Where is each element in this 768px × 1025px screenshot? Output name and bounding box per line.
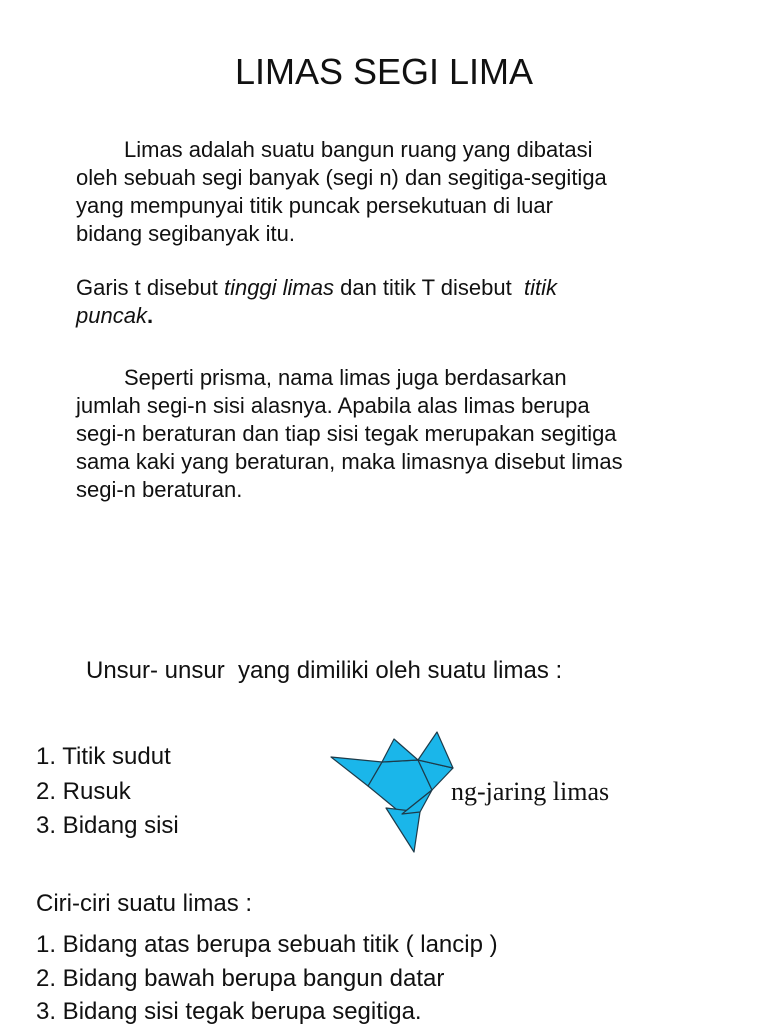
paragraph-line: segi-n beraturan.: [76, 477, 243, 502]
pyramid-net-image: [326, 726, 460, 858]
list-item: 3. Bidang sisi tegak berupa segitiga.: [36, 998, 422, 1025]
list-item: 1. Titik sudut: [36, 743, 171, 770]
paragraph-line: [76, 303, 153, 329]
bold-period: .: [146, 303, 154, 328]
figure-caption: ng-jaring limas: [451, 777, 610, 806]
paragraph-line: bidang segibanyak itu.: [76, 221, 295, 246]
text-span: dan titik T disebut: [334, 275, 524, 300]
paragraph-line: jumlah segi-n sisi alasnya. Apabila alas limas berupa: [76, 393, 590, 418]
term-puncak: puncak: [76, 303, 147, 328]
net-face-top: [382, 739, 418, 762]
term-titik: titik: [523, 275, 557, 300]
paragraph-line: Seperti prisma, nama limas juga berdasarkan: [124, 365, 567, 390]
paragraph-line: Limas adalah suatu bangun ruang yang dibatasi: [124, 137, 593, 162]
list-item: 3. Bidang sisi: [36, 812, 179, 839]
paragraph-line: [76, 275, 557, 301]
list-item: 2. Rusuk: [36, 778, 131, 805]
net-face-bottom: [386, 808, 420, 852]
elements-heading: Unsur- unsur yang dimiliki oleh suatu limas :: [86, 657, 563, 684]
list-item: 2. Bidang bawah berupa bangun datar: [36, 965, 445, 992]
features-heading: Ciri-ciri suatu limas :: [36, 890, 253, 917]
list-item: 1. Bidang atas berupa sebuah titik ( lancip ): [36, 931, 498, 958]
paragraph-line: sama kaki yang beraturan, maka limasnya disebut limas: [76, 449, 623, 474]
term-tinggi-limas: tinggi limas: [223, 275, 334, 300]
text-span: Garis t disebut: [76, 275, 224, 300]
paragraph-line: yang mempunyai titik puncak persekutuan di luar: [76, 193, 553, 218]
page-title: LIMAS SEGI LIMA: [234, 51, 534, 92]
paragraph-line: segi-n beraturan dan tiap sisi tegak merupakan segitiga: [76, 421, 617, 446]
paragraph-line: oleh sebuah segi banyak (segi n) dan segitiga-segitiga: [76, 165, 607, 190]
